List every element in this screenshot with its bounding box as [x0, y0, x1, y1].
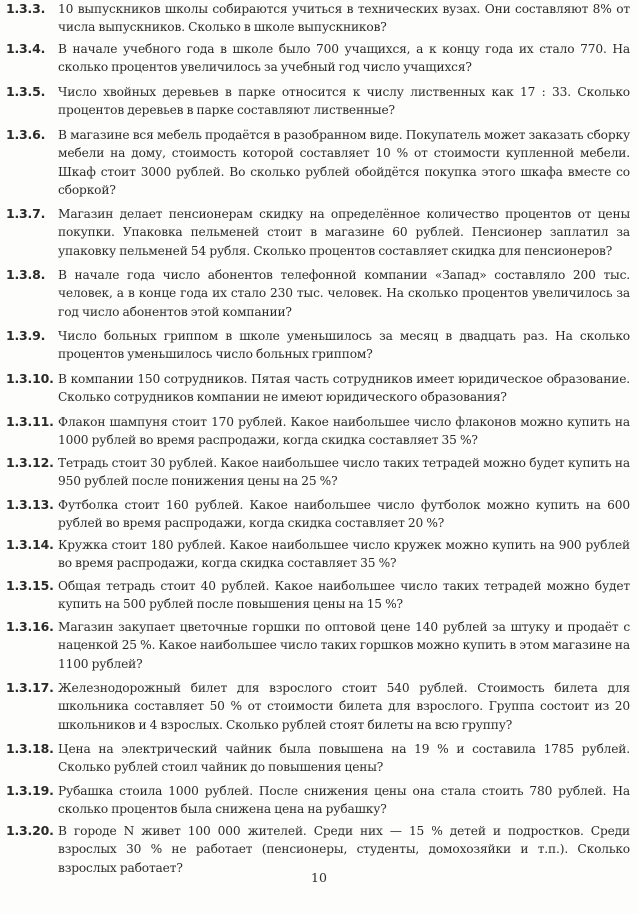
problem-number: 1.3.13. — [6, 497, 54, 512]
problem-number: 1.3.8. — [6, 267, 46, 282]
problem-text: Флакон шампуня стоит 170 рублей. Какое наибольшее число флаконов можно купить на 1000 рублей во время распродажи, когда скидка составляет 35 %? — [58, 415, 630, 448]
problem-text: Число хвойных деревьев в парке относится к числу лиственных как 17 : 33. Сколько процентов деревьев в парке составляют лиственные? — [58, 85, 630, 118]
problem-text: Рубашка стоила 1000 рублей. После снижения цены она стала стоить 780 рублей. На сколько процентов была снижена цена на рубашку? — [58, 784, 630, 817]
problem-text: Число больных гриппом в школе уменьшилось за месяц в двадцать раз. На сколько процентов уменьшилось число больных гриппом? — [58, 329, 630, 362]
problem-text: Кружка стоит 180 рублей. Какое наибольшее число кружек можно купить на 900 рублей во время распродажи, когда скидка составляет 35 %? — [58, 538, 630, 571]
problem-number: 1.3.17. — [6, 680, 54, 695]
problem-text: В магазине вся мебель продаётся в разобранном виде. Покупатель может заказать сборку мебели на дому, стоимость которой составляет 10 % от стоимости купленной мебели. Шкаф стоит 3000 рублей. Во сколько рублей обойдётся покупка этого шкафа вместе со сборкой? — [58, 128, 630, 197]
problem-number: 1.3.19. — [6, 783, 54, 798]
problem-text: В компании 150 сотрудников. Пятая часть сотрудников имеет юридическое образование. Сколько сотрудников компании не имеют юридического образования? — [58, 372, 630, 405]
problem-number: 1.3.3. — [6, 1, 46, 16]
problem-text: Железнодорожный билет для взрослого стоит 540 рублей. Стоимость билета для школьника составляет 50 % от стоимости билета для взрослого. Группа состоит из 20 школьников и 4 взрослых. Сколько рублей стоят билеты на всю группу? — [58, 681, 630, 732]
problem-text: Общая тетрадь стоит 40 рублей. Какое наибольшее число таких тетрадей можно будет купить на 500 рублей после повышения цены на 15 %? — [58, 579, 630, 612]
problem-number: 1.3.7. — [6, 206, 46, 221]
problem-number: 1.3.16. — [6, 619, 54, 634]
problem-text: В начале учебного года в школе было 700 учащихся, а к концу года их стало 770. На сколько процентов увеличилось за учебный год число учащихся? — [58, 42, 630, 75]
problem-number: 1.3.15. — [6, 578, 54, 593]
problem-number: 1.3.11. — [6, 414, 54, 429]
problem-text: В начале года число абонентов телефонной компании «Запад» составляло 200 тыс. человек, а в конце года их стало 230 тыс. человек. На сколько процентов увеличилось за год число абонентов этой компании? — [58, 268, 630, 319]
problem-number: 1.3.4. — [6, 41, 46, 56]
problem-text: В городе N живет 100 000 жителей. Среди них — 15 % детей и подростков. Среди взрослых 30 % не работает (пенсионеры, студенты, домохозяйки и т.п.). Сколько взрослых работает? — [58, 824, 630, 875]
problem-number: 1.3.6. — [6, 127, 46, 142]
page-number: 10 — [311, 870, 327, 885]
problem-number: 1.3.20. — [6, 823, 54, 838]
problem-number: 1.3.9. — [6, 328, 46, 343]
problem-number: 1.3.10. — [6, 371, 54, 386]
problem-text: Магазин закупает цветочные горшки по оптовой цене 140 рублей за штуку и продаёт с наценкой 25 %. Какое наибольшее число таких горшков можно купить в этом магазине на 1100 рублей? — [58, 620, 630, 671]
problem-number: 1.3.14. — [6, 537, 54, 552]
problem-number: 1.3.12. — [6, 455, 54, 470]
problem-text: Футболка стоит 160 рублей. Какое наибольшее число футболок можно купить на 600 рублей во время распродажи, когда скидка составляет 20 %? — [58, 498, 630, 531]
problem-number: 1.3.5. — [6, 84, 46, 99]
problem-text: Магазин делает пенсионерам скидку на определённое количество процентов от цены покупки. Упаковка пельменей стоит в магазине 60 рублей. Пенсионер заплатил за упаковку пельменей 54 рубля. Сколько процентов составляет скидка для пенсионеров? — [58, 207, 630, 258]
problem-text: Цена на электрический чайник была повышена на 19 % и составила 1785 рублей. Сколько рублей стоил чайник до повышения цены? — [58, 742, 630, 775]
problem-number: 1.3.18. — [6, 741, 54, 756]
problem-text: 10 выпускников школы собираются учиться в технических вузах. Они составляют 8% от числа выпускников. Сколько в школе выпускников? — [58, 2, 630, 35]
problem-text: Тетрадь стоит 30 рублей. Какое наибольшее число таких тетрадей можно будет купить на 950 рублей после понижения цены на 25 %? — [58, 456, 630, 489]
